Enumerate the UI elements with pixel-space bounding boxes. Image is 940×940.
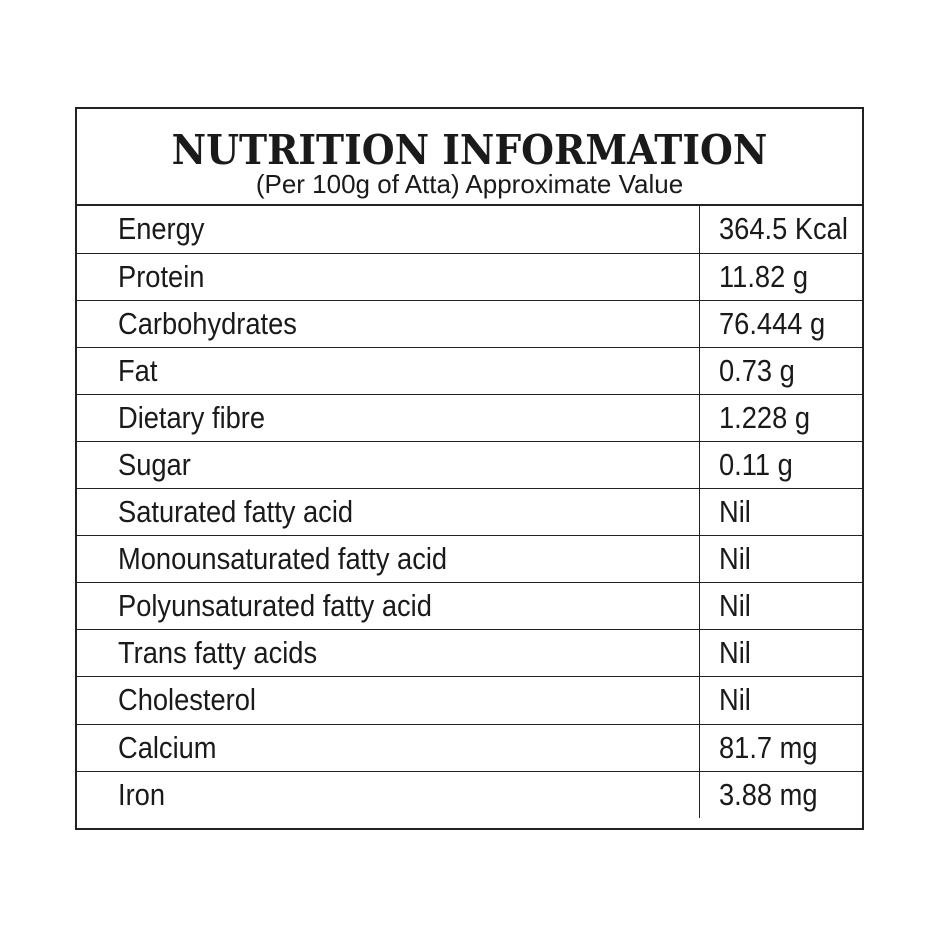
nutrient-value [699, 394, 862, 441]
table-row [77, 394, 862, 441]
nutrient-value [699, 300, 862, 347]
nutrient-name-text: Cholesterol [118, 682, 256, 718]
nutrient-value [699, 630, 862, 677]
nutrient-value [699, 441, 862, 488]
table-row [77, 300, 862, 347]
nutrient-value-text: 364.5 Kcal [718, 211, 848, 247]
nutrient-name [77, 489, 699, 536]
nutrient-value [699, 724, 862, 771]
nutrient-name-text: Fat [118, 352, 158, 388]
nutrient-name-text: Trans fatty acids [118, 635, 318, 671]
nutrient-value [699, 347, 862, 394]
nutrient-name-text: Dietary fibre [118, 399, 266, 435]
nutrient-name [77, 441, 699, 488]
table-row [77, 630, 862, 677]
nutrient-value [699, 771, 862, 818]
page-subtitle: (Per 100g of Atta) Approximate Value [255, 169, 684, 199]
page-title: NUTRITION INFORMATION [171, 126, 768, 174]
nutrient-value [699, 489, 862, 536]
nutrient-name [77, 771, 699, 818]
nutrient-value [699, 677, 862, 724]
nutrient-value-text: Nil [718, 494, 751, 530]
nutrient-name [77, 253, 699, 300]
nutrient-name [77, 536, 699, 583]
table-row [77, 536, 862, 583]
nutrient-name-text: Polyunsaturated fatty acid [118, 588, 432, 624]
nutrient-name-text: Monounsaturated fatty acid [118, 541, 448, 577]
nutrient-value-text: Nil [718, 635, 751, 671]
nutrient-value-text: 1.228 g [718, 399, 810, 435]
table-row [77, 771, 862, 818]
nutrient-name [77, 583, 699, 630]
nutrition-panel [75, 107, 864, 830]
nutrient-value [699, 583, 862, 630]
nutrient-value [699, 253, 862, 300]
table-row [77, 489, 862, 536]
nutrient-name-text: Carbohydrates [118, 305, 297, 341]
table-row [77, 206, 862, 253]
nutrient-name [77, 347, 699, 394]
nutrient-name-text: Energy [118, 211, 205, 247]
nutrient-value-text: 0.73 g [718, 352, 795, 388]
nutrition-table [77, 206, 862, 818]
nutrient-name-text: Sugar [118, 447, 191, 483]
table-row [77, 253, 862, 300]
nutrient-name-text: Calcium [118, 729, 217, 765]
nutrient-name [77, 677, 699, 724]
nutrient-name [77, 206, 699, 253]
nutrient-value-text: Nil [718, 541, 751, 577]
nutrition-header [77, 109, 862, 206]
table-row [77, 677, 862, 724]
nutrient-value-text: 3.88 mg [718, 776, 818, 812]
nutrient-value-text: 76.444 g [718, 305, 825, 341]
nutrient-value-text: 0.11 g [718, 447, 793, 483]
nutrient-name [77, 630, 699, 677]
nutrient-name [77, 300, 699, 347]
nutrient-value-text: 81.7 mg [718, 729, 818, 765]
table-row [77, 724, 862, 771]
nutrient-value-text: Nil [718, 588, 751, 624]
nutrient-name [77, 724, 699, 771]
nutrient-name-text: Iron [118, 776, 166, 812]
nutrient-name-text: Saturated fatty acid [118, 494, 354, 530]
nutrient-value [699, 536, 862, 583]
table-row [77, 583, 862, 630]
table-row [77, 441, 862, 488]
nutrient-value [699, 206, 862, 253]
nutrient-name [77, 394, 699, 441]
table-row [77, 347, 862, 394]
nutrient-value-text: Nil [718, 682, 751, 718]
nutrient-name-text: Protein [118, 258, 205, 294]
nutrient-value-text: 11.82 g [718, 258, 808, 294]
